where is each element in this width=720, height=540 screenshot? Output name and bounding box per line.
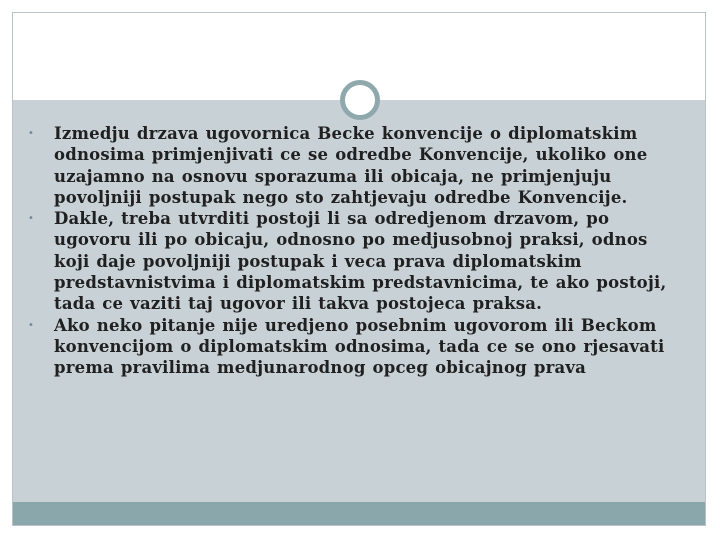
bullet-item-2 [22, 208, 686, 314]
bullet-list [22, 123, 686, 379]
bullet-dot-icon: • [28, 128, 35, 139]
bullet-text-1: Izmedju drzava ugovornica Becke konvencije o diplomatskim odnosima primjenjivati ce se odredbe Konvencije, ukoliko one uzajamno na osnovu sporazuma ili obicaja, ne primjenjuju povoljniji postupak nego sto zahtjevaju odredbe Konvencije. [54, 124, 648, 207]
bullet-item-3 [22, 315, 686, 379]
footer-bar [13, 502, 705, 525]
bullet-dot-icon: • [28, 319, 35, 331]
bullet-item-1 [22, 123, 686, 208]
bullet-text-3: Ako neko pitanje nije uredjeno posebnim ugovorom ili Beckom konvencijom o diplomatskim odnosima, tada ce se ono rjesavati prema pravilima medjunarodnog opceg obicajnog prava [54, 315, 665, 378]
circle-ornament-icon [340, 80, 380, 120]
bullet-dot-icon: • [28, 213, 35, 225]
bullet-text-2: Dakle, treba utvrditi postoji li sa odredjenom drzavom, po ugovoru ili po obicaju, odnosno po medjusobnoj praksi, odnos koji daje povoljniji postupak i veca prava diplomatskim predstavnistvima i diplomatskim predstavnicima, te ako postoji, tada ce vaziti taj ugovor ili takva postojeca praksa. [54, 209, 667, 314]
